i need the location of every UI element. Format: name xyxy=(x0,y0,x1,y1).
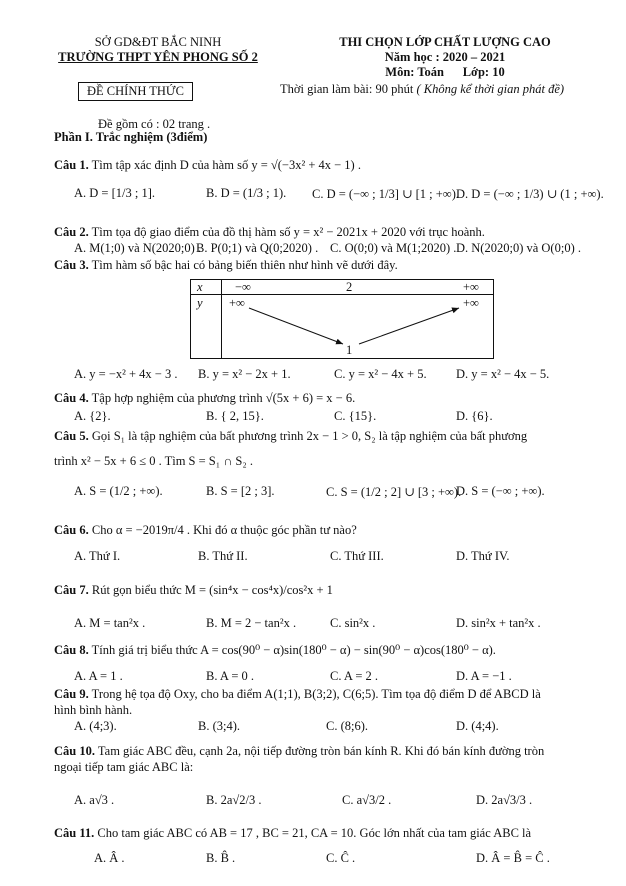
table-y-end: +∞ xyxy=(463,296,479,310)
q2-option-b: B. P(0;1) và Q(0;2020) . xyxy=(196,241,319,255)
q5-option-a: A. S = (1/2 ; +∞). xyxy=(74,484,163,498)
variation-arrows xyxy=(191,280,493,358)
q7-option-a: A. M = tan²x . xyxy=(74,616,146,630)
question-10-line2: ngoại tiếp tam giác ABC là: xyxy=(54,760,194,774)
q3-option-a: A. y = −x² + 4x − 3 . xyxy=(74,367,178,381)
decrease-arrow xyxy=(249,308,343,344)
question-11: Câu 11. Cho tam giác ABC có AB = 17 , BC = 21, CA = 10. Góc lớn nhất của tam giác ABC là xyxy=(54,826,532,840)
increase-arrow xyxy=(359,308,459,344)
q6-option-b: B. Thứ II. xyxy=(198,549,248,563)
q4-option-c: C. {15}. xyxy=(334,409,377,423)
subject-grade: Môn: Toán Lớp: 10 xyxy=(385,65,505,79)
q3-option-d: D. y = x² − 4x − 5. xyxy=(456,367,550,381)
table-x-end: +∞ xyxy=(463,280,479,294)
q7-option-d: D. sin²x + tan²x . xyxy=(456,616,541,630)
q6-option-c: C. Thứ III. xyxy=(330,549,384,563)
q5-option-c: C. S = (1/2 ; 2] ∪ [3 ; +∞). xyxy=(326,485,462,499)
department: SỞ GD&ĐT BẮC NINH xyxy=(94,35,222,49)
duration-note: ( Không kể thời gian phát đề) xyxy=(416,82,565,96)
q11-option-b: B. B̂ . xyxy=(206,851,236,865)
q8-option-a: A. A = 1 . xyxy=(74,669,123,683)
q10-option-b: B. 2a√2/3 . xyxy=(206,793,262,807)
q8-option-b: B. A = 0 . xyxy=(206,669,255,683)
question-2: Câu 2. Tìm tọa độ giao điểm của đồ thị hàm số y = x² − 2021x + 2020 với trục hoành. xyxy=(54,225,485,239)
q5-option-b: B. S = [2 ; 3]. xyxy=(206,484,275,498)
q1-option-d: D. D = (−∞ ; 1/3) ∪ (1 ; +∞). xyxy=(456,187,604,201)
q5-option-d: D. S = (−∞ ; +∞). xyxy=(456,484,545,498)
table-x-label: x xyxy=(197,280,203,294)
question-6: Câu 6. Cho α = −2019π/4 . Khi đó α thuộc góc phần tư nào? xyxy=(54,523,357,537)
q11-option-a: A. Â . xyxy=(94,851,125,865)
exam-title: THI CHỌN LỚP CHẤT LƯỢNG CAO xyxy=(339,35,551,49)
q10-option-d: D. 2a√3/3 . xyxy=(476,793,533,807)
q3-option-b: B. y = x² − 2x + 1. xyxy=(198,367,291,381)
duration: Thời gian làm bài: 90 phút xyxy=(280,82,414,96)
q9-option-b: B. (3;4). xyxy=(198,719,241,733)
q10-option-a: A. a√3 . xyxy=(74,793,115,807)
table-y-min: 1 xyxy=(346,343,353,357)
question-3: Câu 3. Tìm hàm số bậc hai có bảng biến thiên như hình vẽ dưới đây. xyxy=(54,258,398,272)
q4-option-b: B. { 2, 15}. xyxy=(206,409,264,423)
q9-option-a: A. (4;3). xyxy=(74,719,117,733)
question-10: Câu 10. Tam giác ABC đều, cạnh 2a, nội tiếp đường tròn bán kính R. Khi đó bán kính đường tròn xyxy=(54,744,545,758)
question-9-line2: hình bình hành. xyxy=(54,703,133,717)
question-9: Câu 9. Trong hệ tọa độ Oxy, cho ba điểm A(1;1), B(3;2), C(6;5). Tìm tọa độ điểm D để ABCD là xyxy=(54,687,541,701)
table-y-start: +∞ xyxy=(229,296,245,310)
table-x-mid: 2 xyxy=(346,280,353,294)
table-x-start: −∞ xyxy=(235,280,251,294)
variation-table xyxy=(190,279,494,359)
question-7: Câu 7. Rút gọn biểu thức M = (sin⁴x − cos⁴x)/cos²x + 1 xyxy=(54,583,333,597)
q11-option-d: D. Â = B̂ = Ĉ . xyxy=(476,851,550,865)
question-5-line2: trình x² − 5x + 6 ≤ 0 . Tìm S = S₁ ∩ S₂ . xyxy=(54,454,253,468)
pages-note: Đề gồm có : 02 trang . xyxy=(98,117,211,131)
q7-option-c: C. sin²x . xyxy=(330,616,376,630)
question-1: Câu 1. Tìm tập xác định D của hàm số y = √(−3x² + 4x − 1) . xyxy=(54,158,361,172)
table-y-label: y xyxy=(197,296,203,310)
school-name: TRƯỜNG THPT YÊN PHONG SỐ 2 xyxy=(58,50,258,64)
school-year: Năm học : 2020 – 2021 xyxy=(384,50,506,64)
q10-option-c: C. a√3/2 . xyxy=(342,793,392,807)
q8-option-c: C. A = 2 . xyxy=(330,669,379,683)
question-4: Câu 4. Tập hợp nghiệm của phương trình √(5x + 6) = x − 6. xyxy=(54,391,356,405)
section-title: Phần I. Trắc nghiệm (3điểm) xyxy=(54,130,208,144)
q11-option-c: C. Ĉ . xyxy=(326,851,356,865)
q9-option-d: D. (4;4). xyxy=(456,719,499,733)
question-8: Câu 8. Tính giá trị biểu thức A = cos(90⁰ − α)sin(180⁰ − α) − sin(90⁰ − α)cos(180⁰ − α). xyxy=(54,643,496,657)
q6-option-a: A. Thứ I. xyxy=(74,549,121,563)
q7-option-b: B. M = 2 − tan²x . xyxy=(206,616,297,630)
q2-option-a: A. M(1;0) và N(2020;0) . xyxy=(74,241,202,255)
q1-option-c: C. D = (−∞ ; 1/3] ∪ [1 ; +∞). xyxy=(312,187,460,201)
q2-option-d: D. N(2020;0) và O(0;0) . xyxy=(456,241,581,255)
q1-option-b: B. D = (1/3 ; 1). xyxy=(206,186,287,200)
q1-option-a: A. D = [1/3 ; 1]. xyxy=(74,186,155,200)
q9-option-c: C. (8;6). xyxy=(326,719,369,733)
question-5: Câu 5. Gọi S₁ là tập nghiệm của bất phương trình 2x − 1 > 0, S₂ là tập nghiệm của bất phương xyxy=(54,429,528,443)
q4-option-a: A. {2}. xyxy=(74,409,111,423)
q4-option-d: D. {6}. xyxy=(456,409,493,423)
official-label: ĐỀ CHÍNH THỨC xyxy=(78,82,193,101)
q8-option-d: D. A = −1 . xyxy=(456,669,512,683)
q2-option-c: C. O(0;0) và M(1;2020) . xyxy=(330,241,457,255)
duration-line xyxy=(280,82,564,97)
q6-option-d: D. Thứ IV. xyxy=(456,549,510,563)
q3-option-c: C. y = x² − 4x + 5. xyxy=(334,367,427,381)
